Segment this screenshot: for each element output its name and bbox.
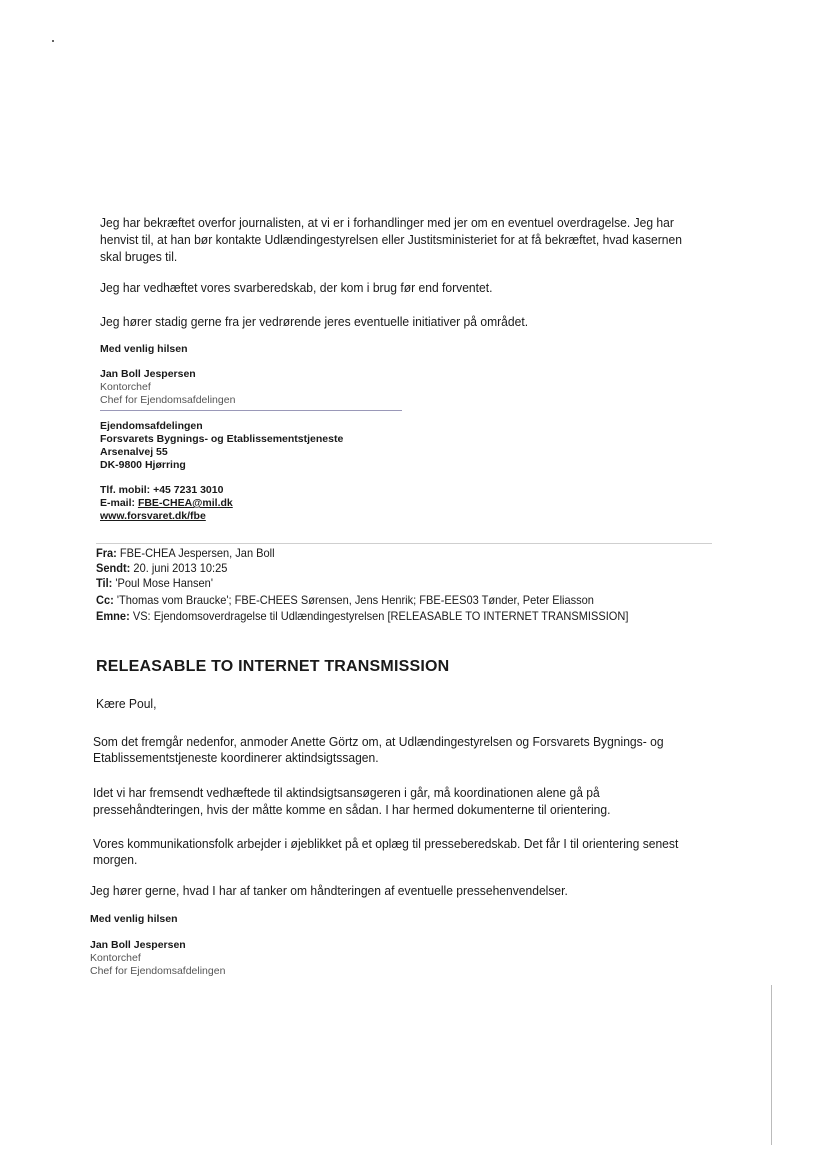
paragraph-line: henvist til, at han bør kontakte Udlændingestyrelsen eller Justitsministeriet for at få bekræftet, hvad kasernen xyxy=(100,232,682,247)
paragraph-line: morgen. xyxy=(93,852,138,867)
signature-title: Kontorchef xyxy=(90,952,141,964)
signature-greeting: Med venlig hilsen xyxy=(90,913,178,925)
signature-title: Kontorchef xyxy=(100,381,151,393)
scan-edge xyxy=(771,985,772,1145)
signature-role: Chef for Ejendomsafdelingen xyxy=(90,965,226,977)
paragraph-line: Vores kommunikationsfolk arbejder i øjeblikket på et oplæg til presseberedskab. Det får I til orientering senest xyxy=(93,836,679,851)
header-cc: Cc: 'Thomas vom Braucke'; FBE-CHEES Sørensen, Jens Henrik; FBE-EES03 Tønder, Peter Eliasson xyxy=(96,593,594,607)
signature-org: Forsvarets Bygnings- og Etablissementstjeneste xyxy=(100,433,344,445)
signature-dept: Ejendomsafdelingen xyxy=(100,420,203,432)
header-subject: Emne: VS: Ejendomsoverdragelse til Udlændingestyrelsen [RELEASABLE TO INTERNET TRANSMISSION] xyxy=(96,609,629,623)
release-heading: RELEASABLE TO INTERNET TRANSMISSION xyxy=(96,658,450,675)
signature-phone: Tlf. mobil: +45 7231 3010 xyxy=(100,484,224,496)
signature-divider xyxy=(100,410,402,411)
paragraph-line: Jeg har vedhæftet vores svarberedskab, der kom i brug før end forventet. xyxy=(100,280,493,295)
header-divider xyxy=(96,543,712,544)
signature-name: Jan Boll Jespersen xyxy=(90,939,186,951)
signature-name: Jan Boll Jespersen xyxy=(100,368,196,380)
salutation: Kære Poul, xyxy=(96,696,157,711)
paragraph-line: Jeg hører stadig gerne fra jer vedrørende jeres eventuelle initiativer på området. xyxy=(100,314,529,329)
signature-street: Arsenalvej 55 xyxy=(100,446,168,458)
signature-city: DK-9800 Hjørring xyxy=(100,459,186,471)
email-link[interactable]: FBE-CHEA@mil.dk xyxy=(137,497,233,509)
header-to: Til: 'Poul Mose Hansen' xyxy=(96,576,213,590)
email-label: E-mail: xyxy=(100,497,136,509)
paragraph-line: Idet vi har fremsendt vedhæftede til aktindsigtsansøgeren i går, må koordinationen alene gå på xyxy=(93,785,600,800)
header-sent: Sendt: 20. juni 2013 10:25 xyxy=(96,561,228,575)
web-link[interactable]: www.forsvaret.dk/fbe xyxy=(100,510,206,522)
paragraph-line: pressehåndteringen, hvis der måtte komme en sådan. I har hermed dokumenterne til orientering. xyxy=(93,802,611,817)
paragraph-line: skal bruges til. xyxy=(100,249,178,264)
header-from: Fra: FBE-CHEA Jespersen, Jan Boll xyxy=(96,546,275,560)
scan-speck xyxy=(52,40,54,42)
paragraph-line: Etablissementstjeneste koordinerer aktindsigtssagen. xyxy=(93,750,379,765)
signature-email-row xyxy=(100,497,233,510)
paragraph-line: Som det fremgår nedenfor, anmoder Anette Görtz om, at Udlændingestyrelsen og Forsvarets Bygnings- og xyxy=(93,734,664,749)
paragraph-line: Jeg har bekræftet overfor journalisten, at vi er i forhandlinger med jer om en eventuel overdragelse. Jeg har xyxy=(100,215,674,230)
signature-role: Chef for Ejendomsafdelingen xyxy=(100,394,236,406)
paragraph-line: Jeg hører gerne, hvad I har af tanker om håndteringen af eventuelle pressehenvendelser. xyxy=(90,883,568,898)
signature-greeting: Med venlig hilsen xyxy=(100,343,188,355)
